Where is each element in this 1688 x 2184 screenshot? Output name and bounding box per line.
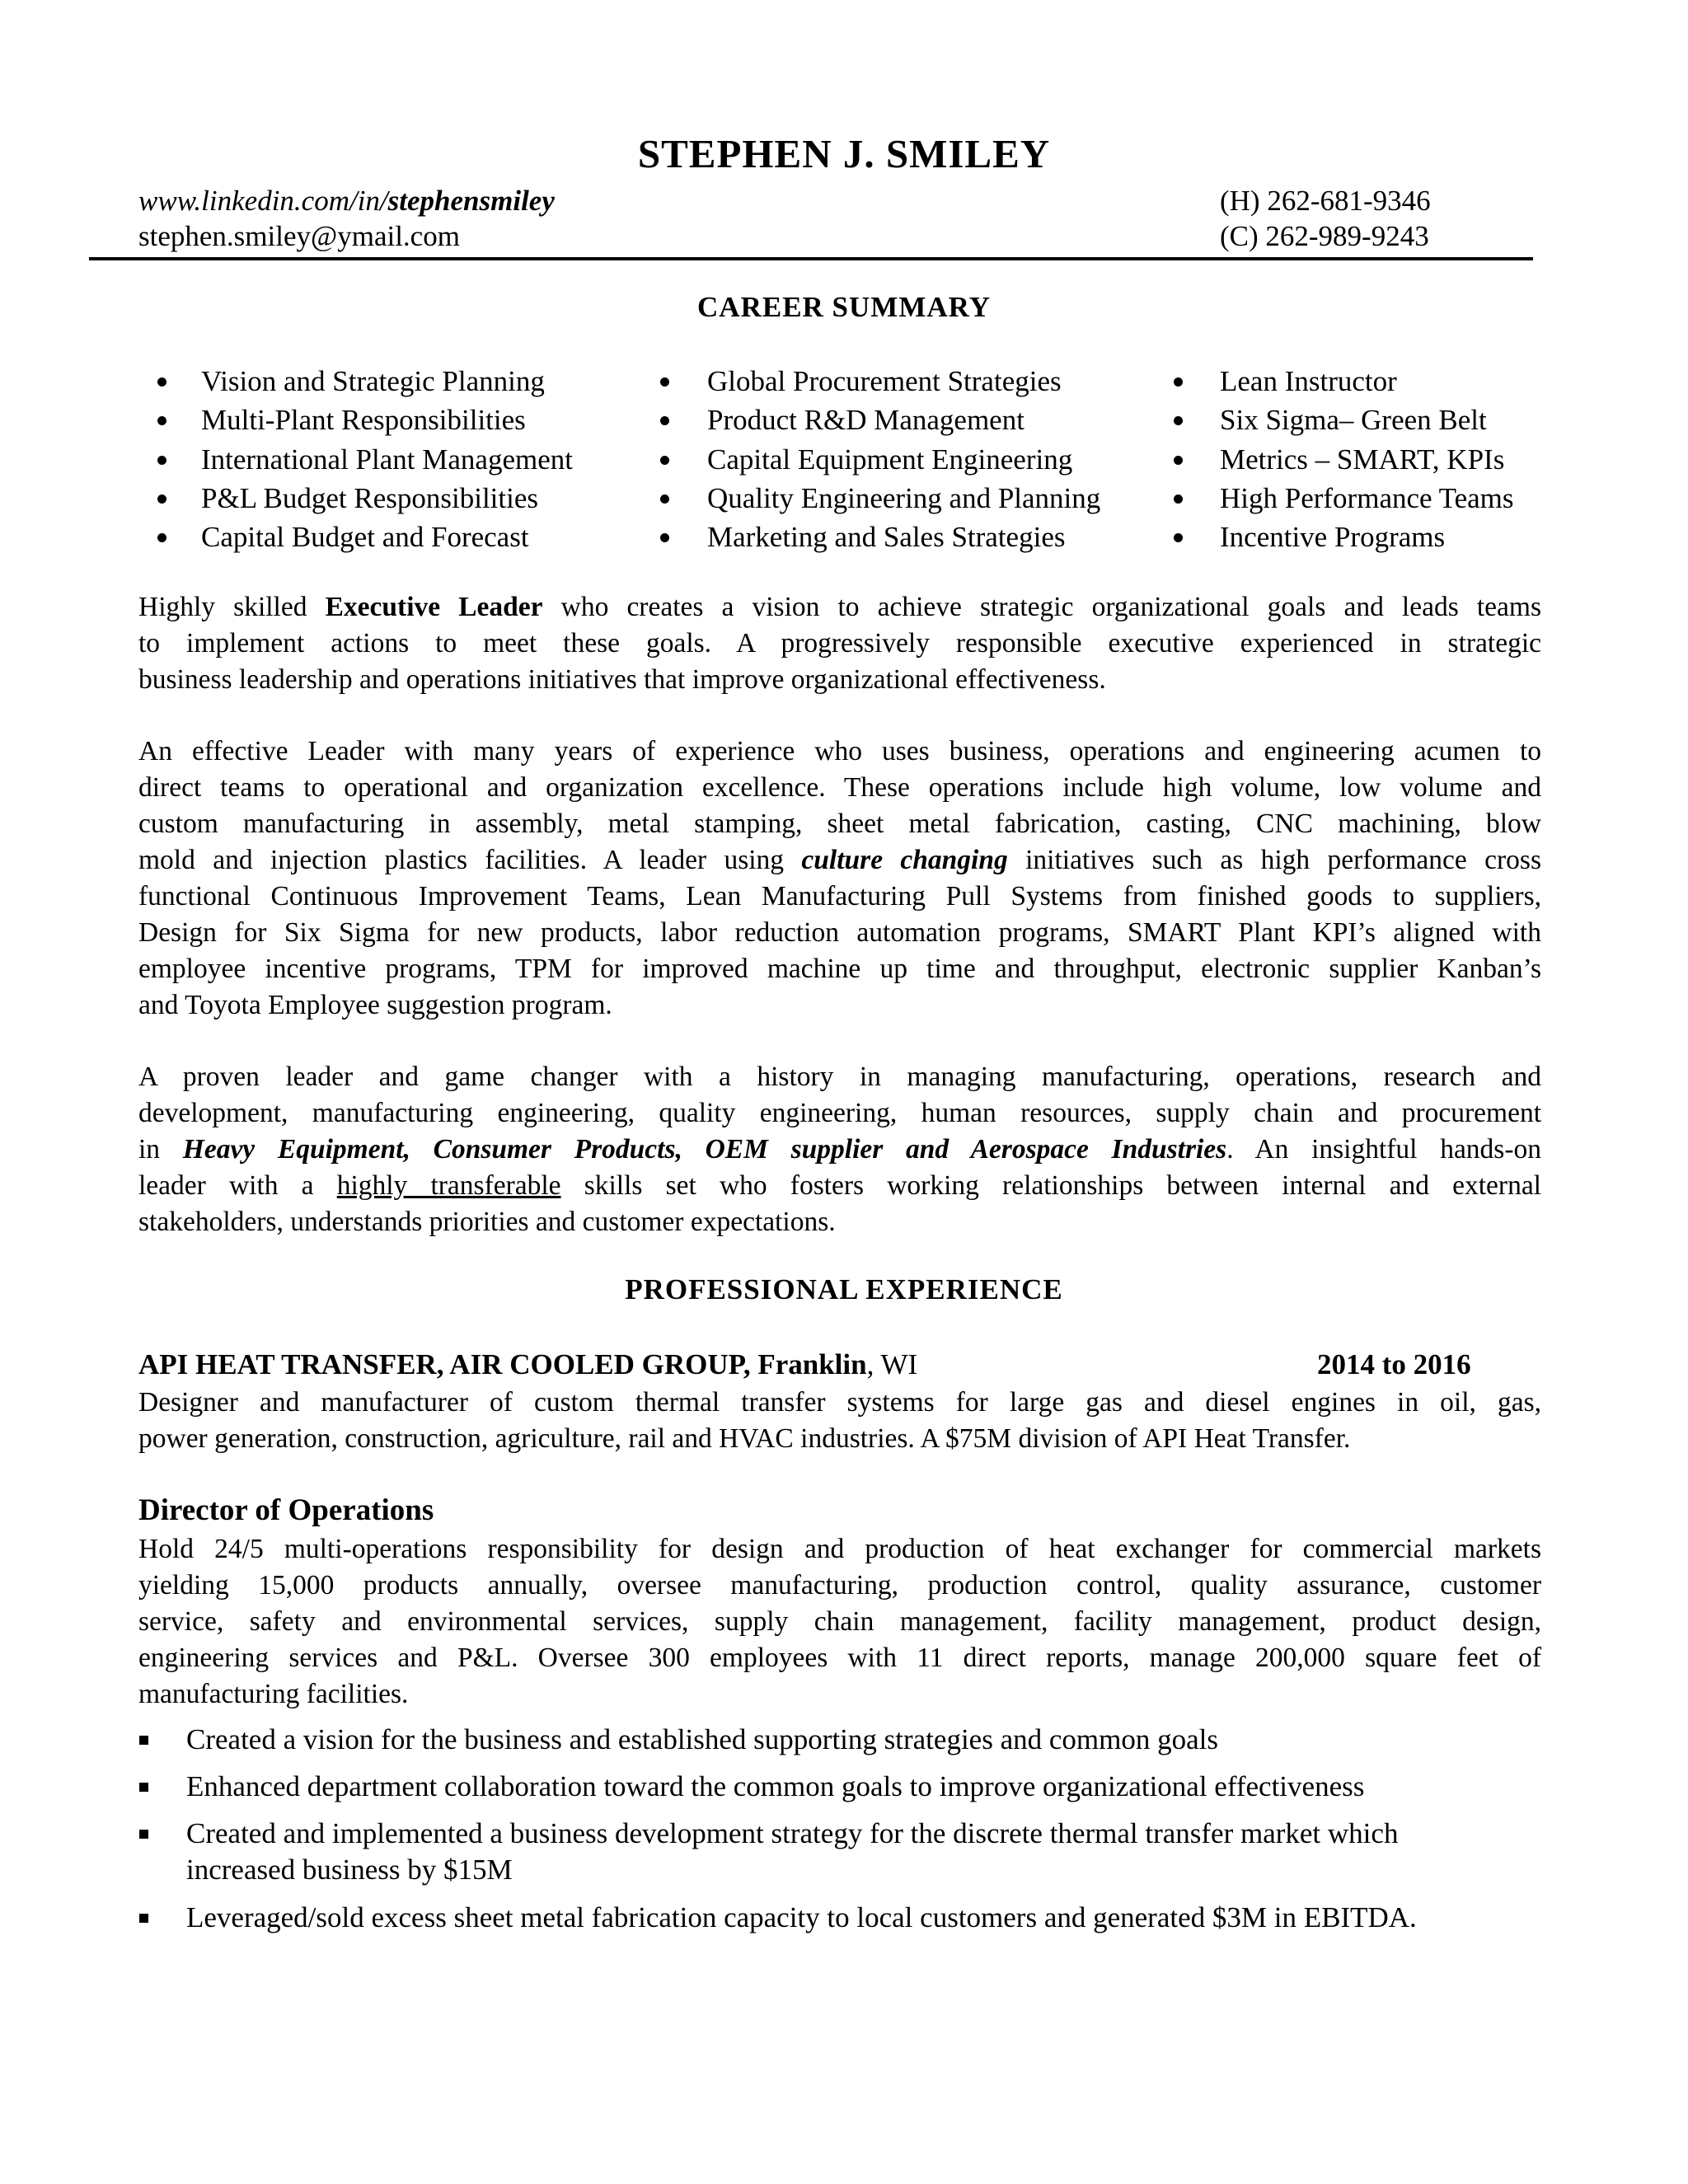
skill-item: Metrics – SMART, KPIs bbox=[1220, 443, 1505, 476]
skill-item: Product R&D Management bbox=[707, 404, 1025, 436]
square-bullet-icon bbox=[139, 1830, 148, 1839]
summary-paragraph-1 bbox=[138, 589, 1541, 698]
skill-item: Lean Instructor bbox=[1220, 365, 1397, 397]
bullet-icon bbox=[1174, 416, 1183, 425]
cell-phone: (C) 262-989-9243 bbox=[1220, 220, 1429, 252]
bullet-icon bbox=[157, 456, 166, 465]
role-description bbox=[138, 1531, 1541, 1713]
paragraph-line: yielding 15,000 products annually, oversee manufacturing, production control, quality assurance, customer bbox=[138, 1570, 1541, 1601]
career-summary-heading: CAREER SUMMARY bbox=[697, 291, 991, 323]
bullet-icon bbox=[660, 533, 669, 542]
role-title: Director of Operations bbox=[138, 1493, 434, 1527]
email-address[interactable]: stephen.smiley@ymail.com bbox=[138, 220, 460, 252]
paragraph-line: engineering services and P&L. Oversee 300 employees with 11 direct reports, manage 200,000 square feet of bbox=[138, 1643, 1541, 1673]
home-phone: (H) 262-681-9346 bbox=[1220, 185, 1431, 217]
skill-item: High Performance Teams bbox=[1220, 482, 1514, 514]
executive-leader-emphasis: Executive Leader bbox=[325, 592, 543, 622]
paragraph-line: mold and injection plastics facilities. A leader using culture changing initiatives such as high performance cross bbox=[138, 845, 1541, 875]
skill-item: Quality Engineering and Planning bbox=[707, 482, 1101, 514]
linkedin-handle: stephensmiley bbox=[387, 185, 555, 217]
skill-item: Incentive Programs bbox=[1220, 521, 1446, 553]
transferable-emphasis: highly transferable bbox=[336, 1170, 561, 1201]
summary-paragraph-2 bbox=[138, 733, 1541, 1024]
bullet-icon bbox=[1174, 494, 1183, 504]
paragraph-line: Highly skilled Executive Leader who creates a vision to achieve strategic organizational goals and leads teams bbox=[138, 592, 1541, 622]
resume-name: STEPHEN J. SMILEY bbox=[637, 131, 1051, 176]
bullet-icon bbox=[1174, 533, 1183, 542]
bullet-icon bbox=[157, 416, 166, 425]
achievement-item: Created a vision for the business and established supporting strategies and common goals bbox=[186, 1723, 1218, 1755]
paragraph-line: development, manufacturing engineering, quality engineering, human resources, supply chain and procurement bbox=[138, 1098, 1541, 1128]
company-name: API HEAT TRANSFER, AIR COOLED GROUP, Franklin, WI bbox=[138, 1348, 918, 1380]
bullet-icon bbox=[157, 494, 166, 504]
paragraph-line: stakeholders, understands priorities and customer expectations. bbox=[138, 1207, 836, 1237]
culture-changing-emphasis: culture changing bbox=[801, 845, 1008, 875]
square-bullet-icon bbox=[139, 1783, 148, 1792]
company-description bbox=[138, 1385, 1541, 1457]
paragraph-line: manufacturing facilities. bbox=[138, 1679, 409, 1709]
header-divider bbox=[89, 257, 1533, 260]
experience-heading: PROFESSIONAL EXPERIENCE bbox=[625, 1273, 1063, 1305]
paragraph-line: Design for Six Sigma for new products, labor reduction automation programs, SMART Plant KPI’s aligned with bbox=[138, 917, 1541, 948]
achievement-item: Enhanced department collaboration toward the common goals to improve organizational effectiveness bbox=[186, 1770, 1365, 1802]
employment-years: 2014 to 2016 bbox=[1317, 1348, 1471, 1380]
achievement-item: Created and implemented a business development strategy for the discrete thermal transfer market which bbox=[186, 1817, 1399, 1849]
paragraph-line: Hold 24/5 multi-operations responsibility for design and production of heat exchanger for commercial markets bbox=[138, 1534, 1541, 1564]
paragraph-line: employee incentive programs, TPM for improved machine up time and throughput, electronic supplier Kanban’s bbox=[138, 954, 1541, 984]
achievement-item: Leveraged/sold excess sheet metal fabrication capacity to local customers and generated $3M in EBITDA. bbox=[186, 1901, 1417, 1933]
skill-item: International Plant Management bbox=[201, 443, 573, 476]
bullet-icon bbox=[157, 377, 166, 387]
linkedin-prefix: www.linkedin.com/in/ bbox=[138, 185, 388, 217]
skill-item: Capital Equipment Engineering bbox=[707, 443, 1073, 476]
bullet-icon bbox=[1174, 377, 1183, 387]
paragraph-line: Designer and manufacturer of custom thermal transfer systems for large gas and diesel engines in oil, gas, bbox=[138, 1387, 1541, 1418]
linkedin-url[interactable] bbox=[138, 185, 555, 218]
square-bullet-icon bbox=[139, 1914, 148, 1923]
paragraph-line: direct teams to operational and organization excellence. These operations include high volume, low volume and bbox=[138, 772, 1541, 803]
skill-item: Global Procurement Strategies bbox=[707, 365, 1062, 397]
skill-item: Multi-Plant Responsibilities bbox=[201, 404, 526, 436]
paragraph-line: in Heavy Equipment, Consumer Products, OEM supplier and Aerospace Industries. An insightful hands-on bbox=[138, 1134, 1542, 1165]
bullet-icon bbox=[1174, 456, 1183, 465]
paragraph-line: power generation, construction, agriculture, rail and HVAC industries. A $75M division of API Heat Transfer. bbox=[138, 1423, 1351, 1454]
paragraph-line: business leadership and operations initiatives that improve organizational effectiveness. bbox=[138, 664, 1106, 695]
bullet-icon bbox=[660, 456, 669, 465]
skill-item: Capital Budget and Forecast bbox=[201, 521, 529, 553]
bullet-icon bbox=[157, 533, 166, 542]
paragraph-line: custom manufacturing in assembly, metal stamping, sheet metal fabrication, casting, CNC machining, blow bbox=[138, 808, 1541, 839]
skill-item: Vision and Strategic Planning bbox=[201, 365, 545, 397]
paragraph-line: leader with a highly transferable skills set who fosters working relationships between internal and external bbox=[138, 1170, 1541, 1201]
paragraph-line: to implement actions to meet these goals. A progressively responsible executive experienced in strategic bbox=[138, 628, 1541, 658]
paragraph-line: A proven leader and game changer with a history in managing manufacturing, operations, research and bbox=[138, 1062, 1541, 1092]
skill-item: Six Sigma– Green Belt bbox=[1220, 404, 1487, 436]
skill-item: P&L Budget Responsibilities bbox=[201, 482, 538, 514]
bullet-icon bbox=[660, 494, 669, 504]
paragraph-line: service, safety and environmental services, supply chain management, facility management, product design, bbox=[138, 1606, 1541, 1637]
square-bullet-icon bbox=[139, 1736, 148, 1745]
industries-emphasis: Heavy Equipment, Consumer Products, OEM supplier and Aerospace Industries bbox=[182, 1134, 1227, 1165]
bullet-icon bbox=[660, 416, 669, 425]
bullet-icon bbox=[660, 377, 669, 387]
paragraph-line: and Toyota Employee suggestion program. bbox=[138, 990, 612, 1020]
skill-item: Marketing and Sales Strategies bbox=[707, 521, 1066, 553]
achievement-item-continued: increased business by $15M bbox=[186, 1854, 513, 1886]
summary-paragraph-3 bbox=[138, 1059, 1541, 1240]
paragraph-line: An effective Leader with many years of experience who uses business, operations and engineering acumen to bbox=[138, 736, 1541, 766]
paragraph-line: functional Continuous Improvement Teams, Lean Manufacturing Pull Systems from finished goods to suppliers, bbox=[138, 881, 1541, 912]
